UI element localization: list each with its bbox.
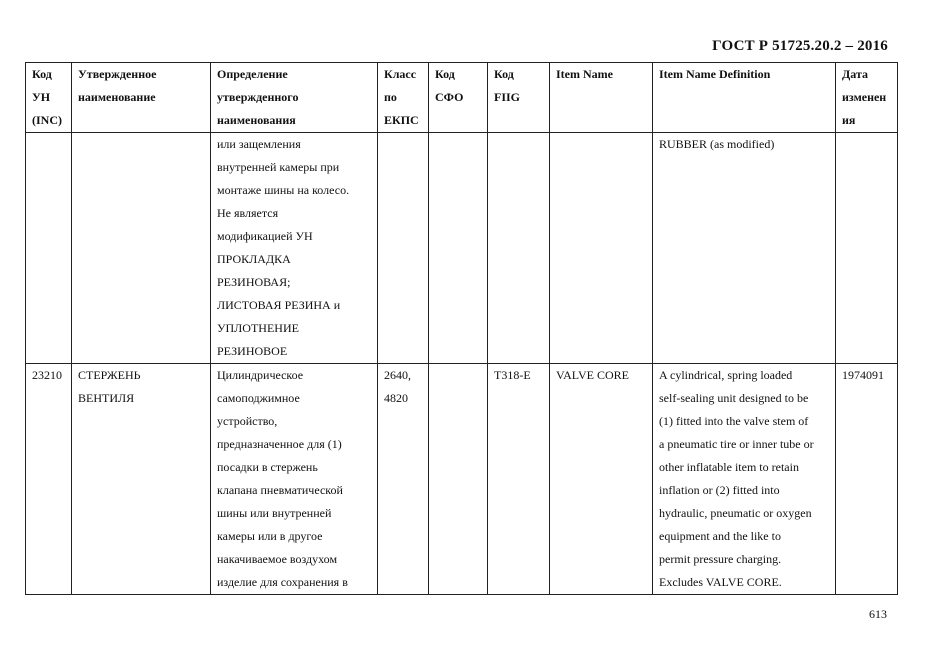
cell-change-date — [836, 133, 898, 364]
cell-item-name — [550, 133, 653, 364]
table-header-row — [26, 63, 898, 133]
cell-fiig: T318-E — [488, 364, 550, 595]
header-change-date: Дата изменен ия — [836, 63, 898, 133]
cell-item-name-definition: RUBBER (as modified) — [653, 133, 836, 364]
header-approved-name: Утвержденное наименование — [72, 63, 211, 133]
cell-inc: 23210 — [26, 364, 72, 595]
cell-fiig — [488, 133, 550, 364]
cell-definition: или защемления внутренней камеры при монтаже шины на колесо. Не является модификацией УН ПРОКЛАДКА РЕЗИНОВАЯ; ЛИСТОВАЯ РЕЗИНА и УПЛОТНЕНИЕ РЕЗИНОВОЕ — [211, 133, 378, 364]
cell-sfo — [429, 133, 488, 364]
page-number: 613 — [869, 607, 887, 621]
header-item-name-definition: Item Name Definition — [653, 63, 836, 133]
cell-approved-name — [72, 133, 211, 364]
table-row — [26, 364, 898, 595]
cell-definition: Цилиндрическое самоподжимное устройство, предназначенное для (1) посадки в стержень клапана пневматической шины или внутренней камеры или в другое накачиваемое воздухом изделие для сохранения в — [211, 364, 378, 595]
cell-class: 2640, 4820 — [378, 364, 429, 595]
cell-sfo — [429, 364, 488, 595]
cell-item-name-definition: A cylindrical, spring loaded self-sealing unit designed to be (1) fitted into the valve stem of a pneumatic tire or inner tube or other inflatable item to retain inflation or (2) fitted into hydraulic, pneumatic or oxygen equipment and the like to permit pressure charging. Excludes VALVE CORE. — [653, 364, 836, 595]
header-fiig: Код FIIG — [488, 63, 550, 133]
data-table — [25, 62, 898, 595]
document-code: ГОСТ Р 51725.20.2 – 2016 — [712, 38, 888, 54]
header-class: Класс по ЕКПС — [378, 63, 429, 133]
cell-approved-name: СТЕРЖЕНЬ ВЕНТИЛЯ — [72, 364, 211, 595]
cell-item-name: VALVE CORE — [550, 364, 653, 595]
cell-change-date: 1974091 — [836, 364, 898, 595]
cell-inc — [26, 133, 72, 364]
header-sfo: Код СФО — [429, 63, 488, 133]
cell-class — [378, 133, 429, 364]
header-item-name: Item Name — [550, 63, 653, 133]
table-row — [26, 133, 898, 364]
header-inc: Код УН (INC) — [26, 63, 72, 133]
header-definition: Определение утвержденного наименования — [211, 63, 378, 133]
